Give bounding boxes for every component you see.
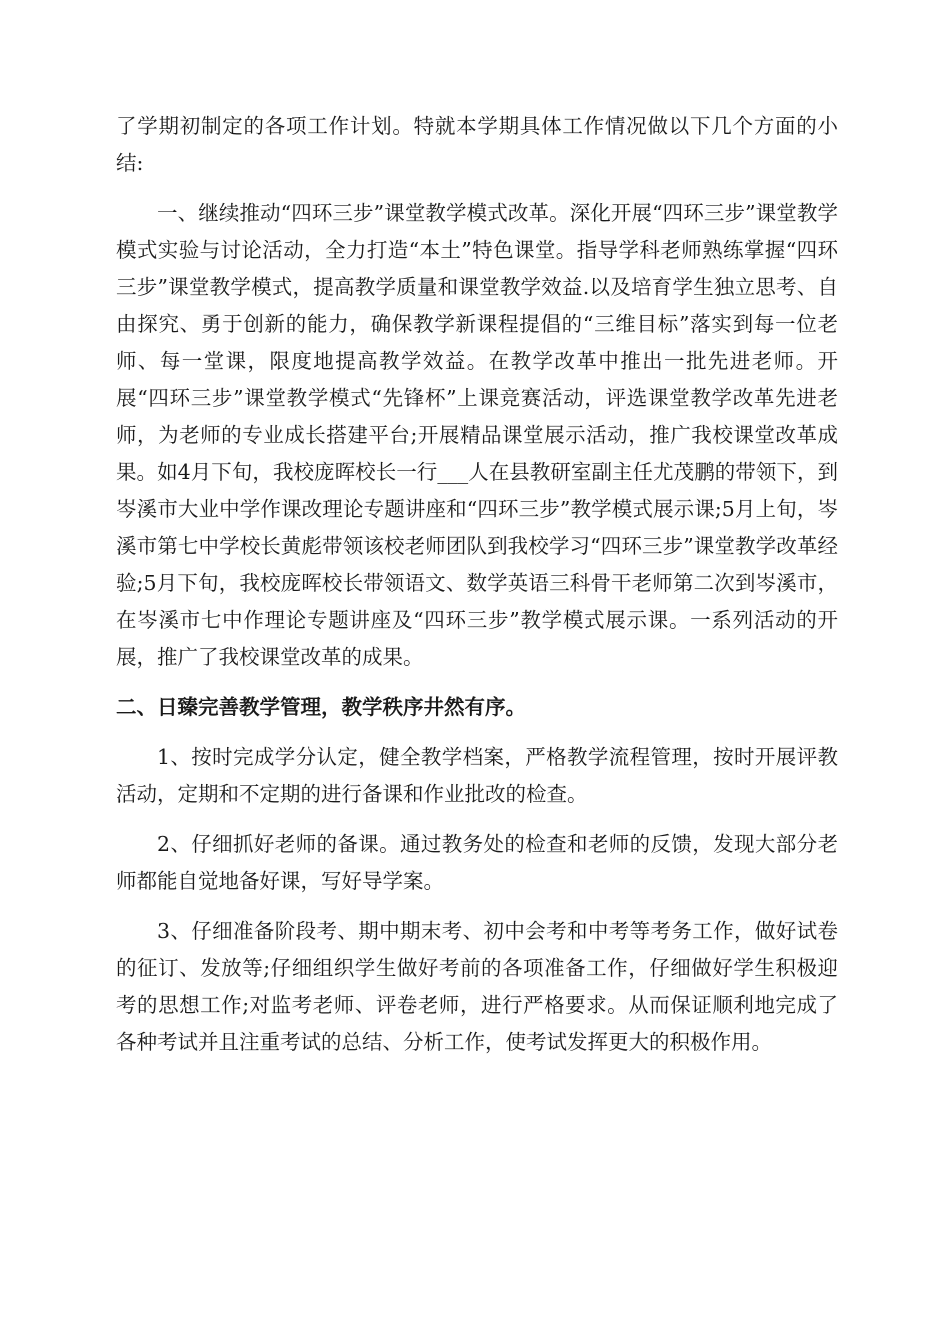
paragraph-item-two: 2、仔细抓好老师的备课。通过教务处的检查和老师的反馈，发现大部分老师都能自觉地备好课，写好导学案。 — [116, 832, 838, 893]
paragraph-intro: 了学期初制定的各项工作计划。特就本学期具体工作情况做以下几个方面的小结: — [116, 114, 838, 175]
paragraph-item-three: 3、仔细准备阶段考、期中期末考、初中会考和中考等考务工作，做好试卷的征订、发放等;仔细组织学生做好考前的各项准备工作，仔细做好学生积极迎考的思想工作;对监考老师、评卷老师，进行严格要求。从而保证顺利地完成了各种考试并且注重考试的总结、分析工作，使考试发挥更大的积极作用。 — [116, 919, 838, 1054]
paragraph-item-one: 1、按时完成学分认定，健全教学档案，严格教学流程管理，按时开展评教活动，定期和不定期的进行备课和作业批改的检查。 — [116, 745, 838, 806]
paragraph-section-one: 一、继续推动“四环三步”课堂教学模式改革。深化开展“四环三步”课堂教学模式实验与讨论活动，全力打造“本土”特色课堂。指导学科老师熟练掌握“四环三步”课堂教学模式，提高教学质量和课堂教学效益.以及培育学生独立思考、自由探究、勇于创新的能力，确保教学新课程提倡的“三维目标”落实到每一位老师、每一堂课，限度地提高教学效益。在教学改革中推出一批先进老师。开展“四环三步”课堂教学模式“先锋杯”上课竞赛活动，评选课堂教学改革先进老师，为老师的专业成长搭建平台;开展精品课堂展示活动，推广我校课堂改革成果。如4月下旬，我校庞晖校长一行___人在县教研室副主任尤茂鹏的带领下，到岑溪市大业中学作课改理论专题讲座和“四环三步”教学模式展示课;5月上旬，岑溪市第七中学校长黄彪带领该校老师团队到我校学习“四环三步”课堂教学改革经验;5月下旬，我校庞晖校长带领语文、数学英语三科骨干老师第二次到岑溪市，在岑溪市七中作理论专题讲座及“四环三步”教学模式展示课。一系列活动的开展，推广了我校课堂改革的成果。 — [116, 201, 838, 669]
section-heading-two: 二、日臻完善教学管理，教学秩序井然有序。 — [116, 695, 526, 719]
document-page — [116, 108, 838, 1074]
